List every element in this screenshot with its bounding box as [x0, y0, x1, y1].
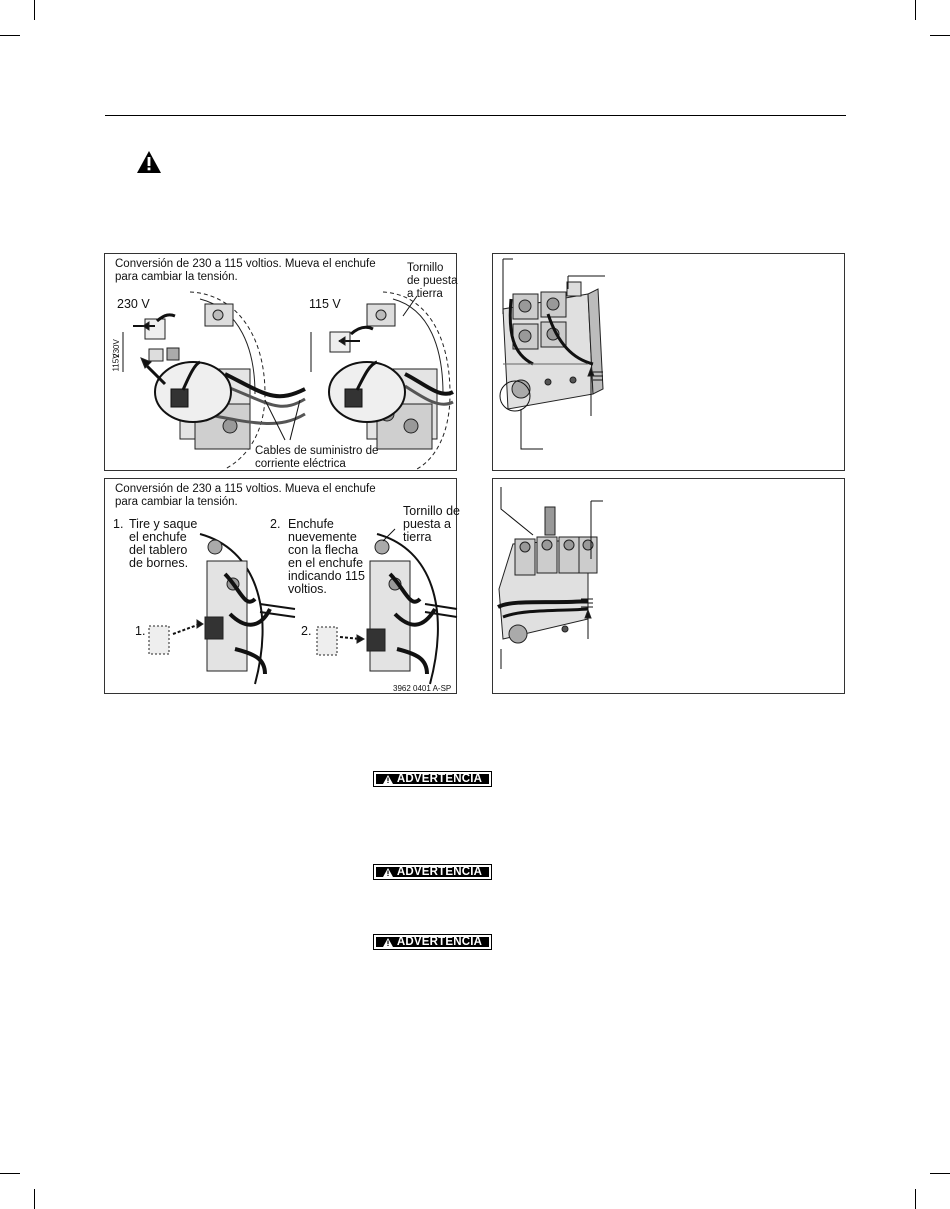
warning-label: ADVERTENCIA [396, 936, 483, 948]
figure-pressure-switch-bottom [492, 478, 845, 694]
crop-mark-top-right [915, 0, 916, 20]
header-rule [105, 115, 846, 116]
pressure-switch-illustration [493, 254, 846, 472]
step-2-text: Enchufe nuevemente con la flecha en el enchufe indicando 115 voltios. [288, 517, 365, 596]
crop-mark-top-left-h [0, 35, 20, 36]
step-1-text: Tire y saque el enchufe del tablero de bornes. [129, 517, 198, 570]
caption-line-1: Conversión de 230 a 115 voltios. Mueva el enchufe [115, 483, 376, 495]
crop-mark-bottom-right-h [930, 1173, 950, 1174]
warning-badge-3 [373, 934, 492, 950]
warning-triangle-icon [383, 938, 393, 947]
marker-2: 2. [301, 624, 312, 638]
voltage-label-115: 115 V [309, 297, 341, 311]
motor-terminal-illustration [105, 254, 458, 472]
caption-line-1: Conversión de 230 a 115 voltios. Mueva el enchufe [115, 258, 376, 270]
step-1-number: 1. [113, 517, 124, 531]
voltage-label-230: 230 V [117, 297, 150, 311]
figure-voltage-conversion-steps [104, 478, 460, 694]
warning-triangle-icon [136, 150, 162, 174]
marker-1: 1. [135, 624, 146, 638]
crop-mark-top-right-h [930, 35, 950, 36]
crop-mark-bottom-left [34, 1189, 35, 1209]
cables-label: Cables de suministro de corriente eléctrica [255, 445, 379, 470]
plug-label-115: 115V [111, 353, 121, 372]
plug-label-230: 230V [111, 339, 121, 358]
warning-badge-2 [373, 864, 492, 880]
figure-code: 3962 0401 A-SP [393, 684, 452, 693]
crop-mark-bottom-left-h [0, 1173, 20, 1174]
ground-screw-label: Tornillo de puesta a tierra [407, 262, 458, 300]
figure-voltage-conversion-plug [104, 253, 457, 471]
warning-label: ADVERTENCIA [396, 773, 483, 785]
warning-badge-1 [373, 771, 492, 787]
pressure-switch-illustration-2 [493, 479, 846, 695]
warning-triangle-icon [383, 868, 393, 877]
crop-mark-top-left [34, 0, 35, 20]
warning-label: ADVERTENCIA [396, 866, 483, 878]
crop-mark-bottom-right [915, 1189, 916, 1209]
step-2-number: 2. [270, 517, 281, 531]
caption-line-2: para cambiar la tensión. [115, 271, 238, 283]
warning-triangle-icon [383, 775, 393, 784]
caption-line-2: para cambiar la tensión. [115, 496, 238, 508]
ground-screw-label: Tornillo de puesta a tierra [403, 504, 460, 544]
figure-pressure-switch-top [492, 253, 845, 471]
